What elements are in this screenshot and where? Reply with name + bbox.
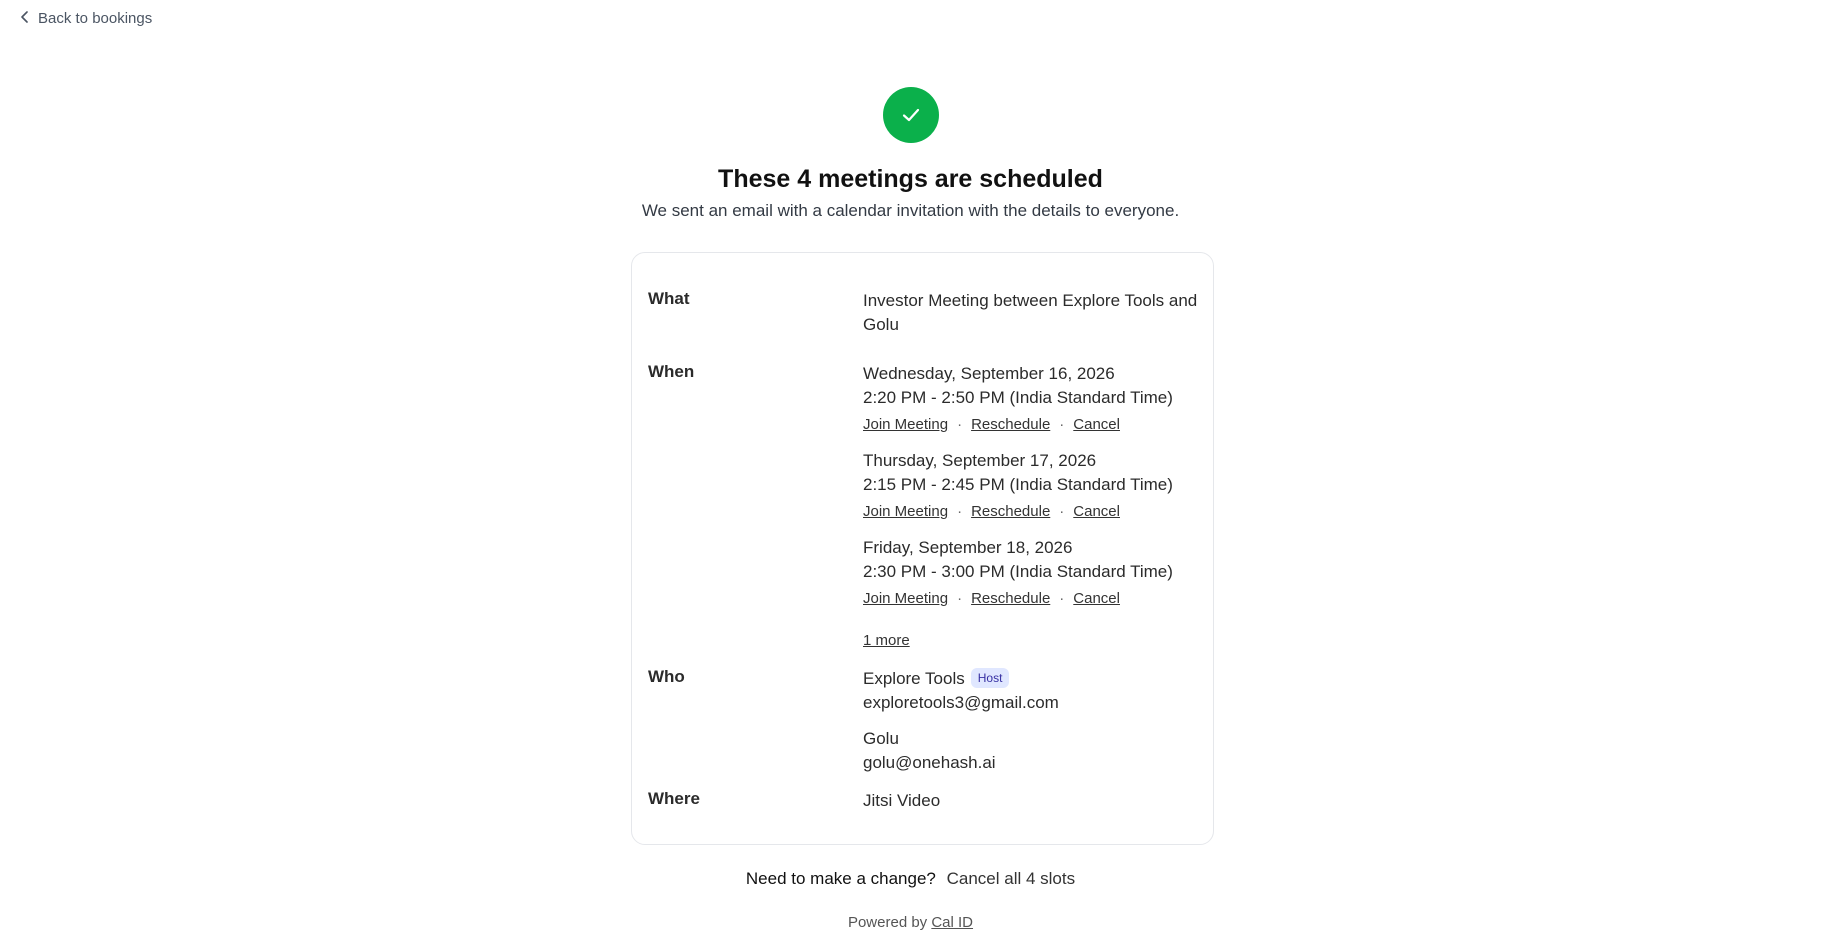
slot-time: 2:30 PM - 3:00 PM (India Standard Time) [863,562,1173,581]
slot-actions [863,587,1203,611]
change-question: Need to make a change? [745,869,936,888]
chevron-left-icon [20,10,30,27]
slot-actions [863,413,1203,437]
slot-date: Wednesday, September 16, 2026 [863,364,1115,383]
back-label: Back to bookings [38,10,153,27]
when-value [863,362,1203,653]
who-label: Who [648,667,685,686]
where-label: Where [648,789,700,808]
slot-actions [863,500,1203,524]
where-value: Jitsi Video [863,791,941,810]
what-label: What [648,289,690,308]
success-check-icon [883,87,939,143]
cancel-link[interactable]: Cancel [1073,590,1120,607]
reschedule-link[interactable]: Reschedule [971,590,1051,607]
back-to-bookings-link[interactable] [20,10,152,27]
separator: · [957,590,963,607]
attendee [863,667,1203,715]
separator: · [957,503,963,520]
page-title: These 4 meetings are scheduled [718,165,1103,193]
join-meeting-link[interactable]: Join Meeting [863,590,949,607]
attendee-name: Golu [863,729,899,748]
join-meeting-link[interactable]: Join Meeting [863,416,949,433]
powered-prefix: Powered by [847,914,928,931]
cancel-link[interactable]: Cancel [1073,503,1120,520]
reschedule-link[interactable]: Reschedule [971,416,1051,433]
change-section [0,869,1821,889]
attendee [863,727,1203,775]
cancel-all-slots-link[interactable]: Cancel all 4 slots [946,869,1076,888]
show-more-slots-link[interactable]: 1 more [863,632,910,649]
host-badge: Host [971,668,1010,688]
slot-item [863,362,1203,437]
attendee-email: exploretools3@gmail.com [863,693,1059,712]
confirmation-header [0,87,1821,221]
slot-time: 2:15 PM - 2:45 PM (India Standard Time) [863,475,1173,494]
separator: · [957,416,963,433]
slot-item [863,536,1203,611]
separator: · [1059,590,1065,607]
slot-time: 2:20 PM - 2:50 PM (India Standard Time) [863,388,1173,407]
booking-details-card [631,252,1214,845]
separator: · [1059,416,1065,433]
attendee-email: golu@onehash.ai [863,753,996,772]
attendee-name: Explore Tools [863,669,965,688]
when-label: When [648,362,695,381]
reschedule-link[interactable]: Reschedule [971,503,1051,520]
who-value [863,667,1203,787]
cancel-link[interactable]: Cancel [1073,416,1120,433]
slot-date: Friday, September 18, 2026 [863,538,1073,557]
slot-item [863,449,1203,524]
separator: · [1059,503,1065,520]
join-meeting-link[interactable]: Join Meeting [863,503,949,520]
page-subtitle: We sent an email with a calendar invitation with the details to everyone. [641,201,1180,220]
brand-link[interactable]: Cal ID [931,914,974,931]
powered-by [0,914,1821,931]
slot-date: Thursday, September 17, 2026 [863,451,1097,470]
what-value: Investor Meeting between Explore Tools and Golu [863,291,1198,334]
